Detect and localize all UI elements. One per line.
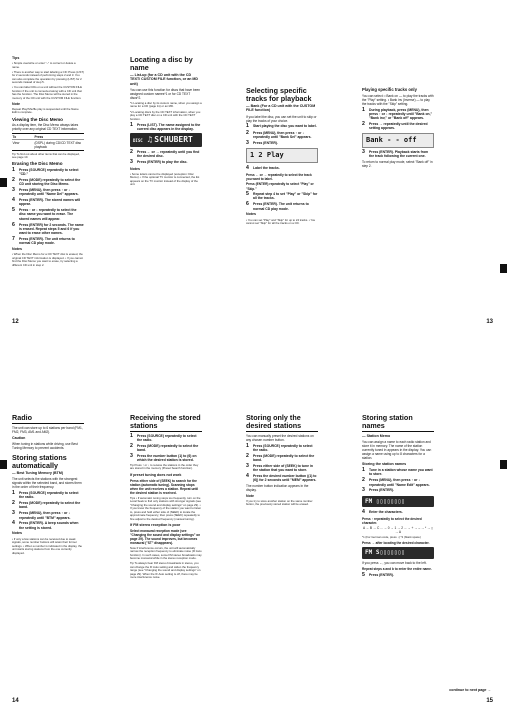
step: 2 Press (MODE) repeatedly to select the band. [12, 501, 84, 510]
section-heading: If preset tuning does not work [130, 472, 182, 477]
step: 6 Press (ENTER) for 2 seconds. The name is erased. Repeat steps 5 and 6 if you want to erase other names. [12, 221, 84, 236]
edge-tab-marker [0, 460, 7, 469]
step-text: During playback, press (MENU), then press ↑ or ↓ repeatedly until "Bank on," "Bank inv," or "Bank off" appears. [369, 107, 433, 121]
tip-text: Tip To find out about other items that can be displayed, see page 10. [12, 151, 80, 160]
section-heading: Storing the station names [362, 461, 407, 466]
step: 5 Press (ENTER). [362, 571, 394, 578]
footnote: *1 Locating a disc by its custom name, when you assign a name for a CD (page 11) or an MD. [130, 100, 202, 109]
caution-label: Caution [12, 435, 26, 440]
table-header: To [12, 134, 17, 139]
step-text: Press (ENTER). A beep sounds when the setting is stored. [19, 521, 79, 530]
sub-step: Press ↑ repeatedly to select the desired character. [362, 516, 422, 525]
footnote: *2 Locating discs by the CD TEXT information, when you play a CD TEXT disc on a CD unit with the CD TEXT function. [130, 109, 201, 121]
table-cell: (DSPL) during CD/CD TEXT disc playback [34, 139, 84, 149]
body-text: You can select: • Bank on — to play the tracks with the "Play" setting. • Bank inv (Inverse) — to play the tracks with the "Skip" setting. [362, 93, 434, 107]
character-sequence: A → B → C ... → 0 → 1 → 2 ... → + → – → * → ▯ → A [362, 526, 434, 535]
step: 1 Press (LIST). The name assigned to the current disc appears in the display. [130, 121, 201, 131]
page-title: Storing station names [362, 414, 413, 430]
step: 2 Press (MODE) repeatedly to select the CD unit storing the Disc Memo. [12, 178, 84, 187]
step-text: Press (ENTER). The unit returns to normal CD play mode. [253, 202, 309, 211]
note-label: Note [246, 493, 254, 498]
step: 3 Press either side of (SEEK) to tune in the station that you want to store. [246, 464, 318, 473]
subtitle: — Bank (For a CD unit with the CUSTOM FILE function) [246, 103, 316, 113]
step-text: Press (SOURCE) repeatedly to select "CD." [19, 167, 79, 177]
subtitle: — Station Memo [362, 433, 391, 438]
step-text: Start playing the disc you want to label. [253, 124, 317, 129]
notes-text: • If only a few stations can be received due to weak signals, some number buttons will retain their former settings. • When a number is indicated in the display, the unit starts storing stations from the one currently displayed. [12, 536, 82, 555]
page-number: 13 [486, 319, 493, 325]
step-text: Press (MENU), then press ↑ or ↓ repeatedly until "Bank Sel" appears. [253, 131, 312, 140]
tip-text: • You can label CDs on a unit without the CUSTOM FILE function if the unit is connected along with a CD unit that has the function. The Disc Memo will be stored in the memory of the CD unit with the CUSTOM FILE function. [12, 85, 82, 100]
lcd-prefix: FM [365, 549, 373, 557]
step: 1 Press (SOURCE) repeatedly to select the radio. [246, 444, 318, 453]
step: 1 During playback, press (MENU), then press ↑ or ↓ repeatedly until "Bank on," "Bank inv," or "Bank off" appears. [362, 106, 433, 121]
notes-text: • Some letters cannot be displayed (exception: Disc Memo). • If the optional TV monitor is connected, the list appears on the TV monitor instead of the display of the unit. [130, 171, 200, 187]
page-number: 15 [486, 698, 493, 704]
step-text: Press (ENTER). Playback starts from the track following the current one. [369, 150, 429, 159]
operation-table [12, 133, 84, 151]
step: 3 Press (ENTER) to play the disc. [130, 158, 188, 165]
sub-step: Repeat steps a and b to enter the entire name. [362, 567, 432, 572]
continue-next-page: continue to next page → [449, 688, 491, 692]
lcd-display [362, 496, 434, 508]
tip-text: • Simple overwrite or enter "–" to correct or delete a name. [12, 61, 76, 69]
step-text: Press the number button (1) to (6) on which the desired station is stored. [137, 453, 197, 463]
step-text: Press → repeatedly until the desired setting appears. [369, 122, 428, 131]
step-text: Press (MODE) repeatedly to select the band. [137, 443, 199, 453]
step: 6 Press (ENTER). The unit returns to normal CD play mode. [246, 202, 318, 211]
body-text: You can use this function for discs that have been assigned custom names*1 or for CD TEXT discs*2. [130, 88, 201, 101]
sub-step: Press → after locating the desired character. [362, 541, 430, 546]
column-bank-selection [246, 87, 318, 317]
step-text: Press (ENTER). The stored names will appear. [19, 198, 81, 207]
page-number: 12 [12, 319, 19, 325]
body-text: If you press ←, you can move back to the left. [362, 561, 427, 566]
step-text: Enter the characters. [369, 509, 403, 514]
step: 2 Press (MODE) repeatedly to select the band. [246, 454, 318, 463]
body-text: Select monaural reception mode (see "Changing the sound and display settings" on page 29). The sound improves, but becomes monaural ("ST" disappears). [130, 528, 201, 546]
step-text: Press (LIST). The name assigned to the current disc appears in the display. [137, 122, 201, 131]
subtitle: — List-up (for a CD unit with the CD TEXT/ CUSTOM FILE function, or an MD unit) [130, 72, 199, 86]
step: 3 Press (ENTER). [362, 487, 394, 494]
step: 3 Press (ENTER). [246, 140, 278, 147]
step-text: Press either side of (SEEK) to tune in the station that you want to store. [253, 463, 313, 472]
divider [130, 431, 202, 432]
lcd-prefix: DISC [133, 138, 143, 144]
notes-label: Notes [130, 166, 140, 171]
body-text: Press either side of (SEEK) to search for the station (automatic tuning). Scanning stops when the unit receives a station. Repeat until the desired station is received. [130, 478, 199, 496]
tip-text: Tip Press ↑ or ↓ to receive the stations in the order they are stored in the memory (Preset Search function). [130, 463, 199, 471]
step-text: Label the tracks. [253, 165, 280, 170]
body-text: To return to normal play mode, select "Bank off" in step 2. [362, 160, 433, 169]
step: 1 Press (SOURCE) repeatedly to select "CD." [12, 168, 84, 177]
body-text: The number button indication appears in the display. [246, 483, 309, 492]
sub-step: Press (ENTER) repeatedly to select "Play" or "Skip." [246, 182, 314, 191]
step-text: Press ← or → repeatedly until you find the desired disc. [137, 149, 200, 159]
body-text: The unit can store up to 6 stations per band (FM1, FM2, FM3, AM1 and AM2). [12, 426, 83, 435]
lcd-display [362, 547, 434, 559]
step-text: Press (ENTER) to play the disc. [137, 159, 188, 164]
step: 4 Label the tracks. [246, 164, 280, 171]
step-text: Press (MODE) repeatedly to select the band. [253, 453, 315, 462]
page-title: Receiving the stored stations [130, 414, 201, 430]
step-text: Press (MENU), then press ↑ or ↓ repeatedly until "BTM" appears. [19, 511, 71, 520]
table-header: Press [34, 134, 44, 139]
lcd-display [130, 133, 202, 147]
edge-tab-marker [0, 178, 7, 187]
notes-label: Notes [246, 212, 256, 217]
page-title: Locating a disc by name [130, 56, 193, 72]
lcd-text: ▯▯▯▯▯▯▯▯ [375, 497, 405, 505]
lcd-text: SCHUBERT [154, 135, 193, 145]
note-text: If you try to store another station on the same number button, the previously stored station will be erased. [246, 498, 313, 507]
note-text: Repeat Play/Shuffle play is suspended until the Name Edit is complete. [12, 107, 79, 115]
sub-step: Press ← or → repeatedly to select the track you want to label. [246, 172, 312, 181]
step: 3 Press (MENU), then press ↑ or ↓ repeatedly until "Name Del" appears. [12, 188, 84, 197]
step: 1 Press (SOURCE) repeatedly to select the radio. [12, 491, 84, 500]
step: 1 Tune in a station whose name you want to store. [362, 467, 433, 477]
lcd-text: Bank - - off [366, 135, 417, 144]
divider [12, 423, 84, 424]
step-text: Press (SOURCE) repeatedly to select the radio. [19, 491, 79, 500]
section-heading: Playing specific tracks only [362, 87, 417, 92]
lcd-text: 1 2 Play [250, 151, 284, 160]
section-heading: Storing stations automatically [12, 453, 67, 470]
notes-label: Notes [12, 247, 22, 251]
page-title: Storing only the desired stations [246, 414, 302, 430]
step: 2 Press (MENU), then press ↑ or ↓ repeatedly until "Name Edit" appears. [362, 478, 434, 487]
column-storing-desired-stations [246, 414, 318, 614]
step: 5 Repeat step 4 to set "Play" or "Skip" for all the tracks. [246, 191, 318, 201]
column-playing-specific-tracks [362, 87, 434, 287]
step: 4 Enter the characters. [362, 508, 403, 515]
lcd-prefix: FM [365, 497, 373, 505]
disc-icon: ♫ [147, 135, 153, 145]
section-heading: Erasing the Disc Memo [12, 161, 63, 167]
lcd-display [362, 133, 434, 148]
body-text: If you label the disc, you can set the unit to skip or play the tracks of your choice. [246, 114, 317, 123]
spread-pages-14-15 [0, 362, 507, 717]
page-number: 14 [12, 698, 19, 704]
step-text: Press (ENTER). [369, 488, 394, 493]
lcd-display [246, 148, 318, 163]
step: 4 Press (ENTER). A beep sounds when the setting is stored. [12, 521, 84, 530]
tip-text: • There is another way to start labeling a CD: Press (LIST) for 2 seconds instead of performing steps 2 and 3. You can also complete the operation by pressing (LIST) for 2 seconds instead of step 5. [12, 69, 84, 85]
step: 2 Press (MODE) repeatedly to select the band. [130, 444, 202, 453]
step: 7 Press (ENTER). The unit returns to normal CD play mode. [12, 237, 84, 246]
footnote: *1 (For German code, press ↓) *2 (blank space) [362, 535, 421, 540]
column-receiving-stations [130, 414, 202, 694]
body-text: You can assign a name to each radio station and store it in memory. The name of the station currently tuned in appears in the display. You can assign a name using up to 8 characters for a station. [362, 439, 432, 461]
column-radio [12, 414, 84, 684]
tips-label: Tips [12, 56, 20, 60]
table-cell: View [12, 139, 34, 149]
step-text: Press (MODE) repeatedly to select the band. [19, 501, 81, 510]
step-text: Press (ENTER). The unit returns to normal CD play mode. [19, 236, 75, 246]
page-title: Radio [12, 414, 32, 422]
step: 4 Press (ENTER). The stored names will appear. [12, 198, 84, 207]
divider [246, 431, 318, 432]
step-text: Press (ENTER). [369, 572, 394, 577]
body-text: The unit selects the stations with the strongest signals within the selected band, and stores them in the order of their frequency. [12, 477, 82, 490]
edge-tab-marker [500, 460, 507, 469]
notes-text: • You can set "Play" and "Skip" for up to 24 tracks. • You cannot set "Skip" for all the tracks on a CD. [246, 217, 316, 226]
lcd-text: S▯▯▯▯▯▯▯ [375, 549, 405, 557]
body-text: When tuning in stations while driving, use Best Tuning Memory to prevent accidents. [12, 442, 78, 451]
tip-text: Tips • If automatic tuning stops too frequently, turn on the Local Seek to find only stations with stronger signals (see "Changing the sound and display settings" on page 29). • If you know the frequency of the station you want to listen to, press and hold either side of (SEEK) to locate the approximate frequency, then press (SEEK) repeatedly to fine adjust to the desired frequency (manual tuning). [130, 495, 202, 521]
section-heading: If FM stereo reception is poor [130, 522, 181, 527]
step-text: Press (MODE) repeatedly to select the CD unit storing the Disc Memo. [19, 177, 81, 187]
body-text: As a display item, the Disc Memo always takes priority over any original CD TEXT information. [12, 123, 79, 132]
step-text: Press the desired number button ((1) to (6)) for 2 seconds until "MEM" appears. [253, 473, 317, 483]
step: 1 Press (SOURCE) repeatedly to select the radio. [130, 434, 202, 443]
column-disc-memo-tips [12, 56, 84, 304]
step: 2 Press (MENU), then press ↑ or ↓ repeatedly until "Bank Sel" appears. [246, 131, 318, 140]
step: 4 Press the desired number button ((1) to (6)) for 2 seconds until "MEM" appears. [246, 472, 317, 483]
step-text: Press (MENU), then press ↑ or ↓ repeatedly until "Name Del" appears. [19, 188, 79, 197]
spread-pages-12-13 [0, 0, 507, 355]
step-text: Press (ENTER) for 2 seconds. The name is erased. Repeat steps 5 and 6 if you want to erase other names. [19, 222, 84, 236]
tip-text: Tip To always hear FM stereo broadcasts in stereo, you can change the IF Auto setting and widen the frequency range (see "Changing the sound and display settings" on page 29). When the IF Auto setting is off, there may be more interference noise. [130, 561, 201, 580]
step-text: Press (ENTER). [253, 141, 278, 146]
step: 2 Press → repeatedly until the desired setting appears. [362, 122, 434, 131]
step: 5 Press ↑ or ↓ repeatedly to select the disc name you want to erase. The stored names will appear. [12, 208, 84, 221]
body-text: You can manually preset the desired stations on any chosen number button. [246, 433, 314, 442]
step-text: Press (SOURCE) repeatedly to select the radio. [137, 433, 197, 442]
step-text: Press (MENU), then press ↑ or ↓ repeatedly until "Name Edit" appears. [369, 478, 430, 487]
notes-label: Notes [12, 531, 22, 536]
note-text: Note If interference occurs, the unit will automatically narrow the reception frequency to eliminate noise (IF Auto function). In such cases, some FM stereo broadcasts may become monaural while in the stereo reception mode. [130, 545, 202, 561]
subtitle: — Best Tuning Memory (BTM) [12, 471, 64, 476]
step: 3 Press (MENU), then press ↑ or ↓ repeatedly until "BTM" appears. [12, 511, 84, 520]
step-text: Press (SOURCE) repeatedly to select the radio. [253, 443, 313, 452]
step: 2 Press ← or → repeatedly until you find the desired disc. [130, 150, 202, 159]
column-locating-disc [130, 56, 202, 304]
notes-text: • When the Disc Memo for a CD TEXT disc is erased, the original CD TEXT information is displayed. • If you cannot find the Disc Memo you want to erase, try selecting a different CD unit in step 2. [12, 252, 83, 267]
step-text: Tune in a station whose name you want to store. [369, 468, 433, 477]
step-text: Repeat step 4 to set "Play" or "Skip" for all the tracks. [253, 192, 318, 201]
section-heading: Viewing the Disc Memo [12, 116, 63, 122]
step: 1 Start playing the disc you want to label. [246, 123, 317, 130]
step-text: Press ↑ or ↓ repeatedly to select the disc name you want to erase. The stored names will appear. [19, 208, 77, 221]
edge-tab-marker [500, 264, 507, 273]
note-label: Note [12, 101, 20, 106]
page-title: Selecting specific tracks for playback [246, 87, 312, 103]
step: 3 Press (ENTER). Playback starts from the track following the current one. [362, 150, 434, 159]
divider [362, 431, 434, 432]
column-station-memo [362, 414, 434, 692]
step: 3 Press the number button (1) to (6) on which the desired station is stored. [130, 454, 202, 463]
